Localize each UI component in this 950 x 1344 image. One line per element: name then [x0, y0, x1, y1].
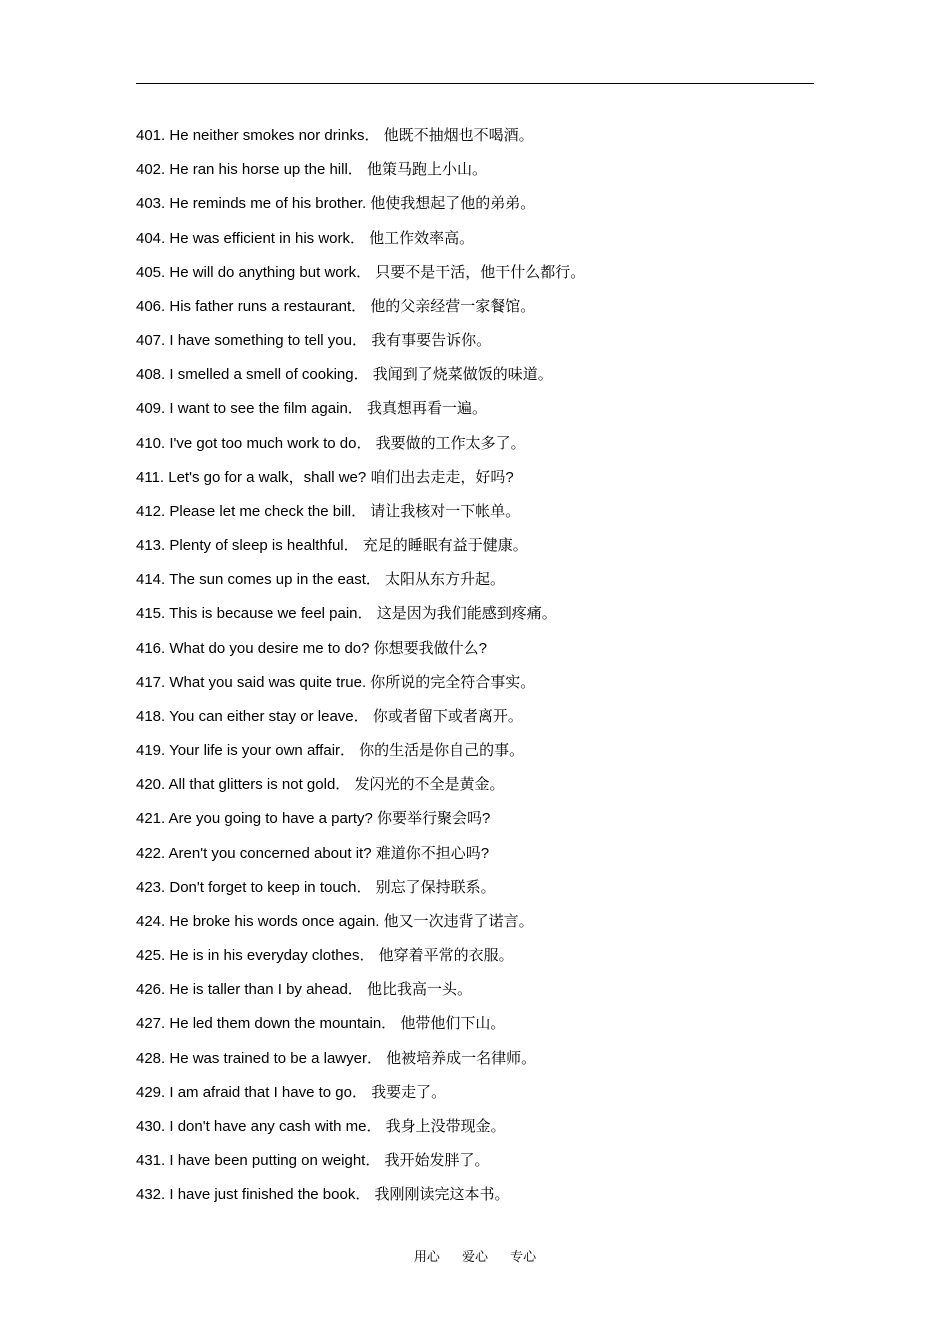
sentence-406: 406. His father runs a restaurant． 他的父亲经营一家餐馆。 — [136, 297, 536, 315]
footer-motto-1: 用心 — [413, 1250, 440, 1265]
sentence-405: 405. He will do anything but work． 只要不是干活，他干什么都行。 — [136, 263, 586, 281]
sentence-424: 424. He broke his words once again. 他又一次违背了诺言。 — [136, 912, 534, 930]
sentence-429: 429. I am afraid that I have to go． 我要走了。 — [136, 1083, 447, 1101]
page-footer — [0, 1248, 950, 1268]
sentence-423: 423. Don't forget to keep in touch． 别忘了保持联系。 — [136, 878, 496, 896]
sentence-428: 428. He was trained to be a lawyer． 他被培养成一名律师。 — [136, 1049, 537, 1067]
sentence-404: 404. He was efficient in his work． 他工作效率高。 — [136, 229, 475, 247]
sentence-416: 416. What do you desire me to do? 你想要我做什么? — [136, 639, 487, 657]
sentence-419: 419. Your life is your own affair． 你的生活是你自己的事。 — [136, 742, 525, 760]
sentence-409: 409. I want to see the film again． 我真想再看一遍。 — [136, 400, 487, 418]
sentence-425: 425. He is in his everyday clothes． 他穿着平常的衣服。 — [136, 947, 514, 965]
sentence-408: 408. I smelled a smell of cooking． 我闻到了烧菜做饭的味道。 — [136, 366, 553, 384]
sentence-421: 421. Are you going to have a party? 你要举行聚会吗? — [136, 810, 491, 828]
sentence-418: 418. You can either stay or leave． 你或者留下或者离开。 — [136, 707, 523, 725]
sentence-420: 420. All that glitters is not gold． 发闪光的不全是黄金。 — [136, 776, 505, 794]
sentence-431: 431. I have been putting on weight． 我开始发胖了。 — [136, 1152, 490, 1170]
sentence-412: 412. Please let me check the bill． 请让我核对一下帐单。 — [136, 502, 521, 520]
sentence-401: 401. He neither smokes nor drinks． 他既不抽烟也不喝酒。 — [136, 127, 534, 144]
sentence-407: 407. I have something to tell you． 我有事要告诉你。 — [136, 332, 492, 350]
sentence-list — [136, 124, 836, 1218]
sentence-403: 403. He reminds me of his brother. 他使我想起了他的弟弟。 — [136, 195, 536, 213]
sentence-413: 413. Plenty of sleep is healthful． 充足的睡眠有益于健康。 — [136, 537, 528, 555]
sentence-422: 422. Aren't you concerned about it? 难道你不担心吗? — [136, 844, 490, 862]
sentence-414: 414. The sun comes up in the east． 太阳从东方升起。 — [136, 571, 506, 589]
footer-motto-2: 爱心 — [461, 1250, 488, 1265]
footer-motto-3: 专心 — [510, 1250, 537, 1265]
header-rule — [136, 83, 814, 84]
sentence-426: 426. He is taller than I by ahead． 他比我高一头。 — [136, 981, 472, 999]
sentence-432: 432. I have just finished the book． 我刚刚读完这本书。 — [136, 1186, 510, 1204]
sentence-417: 417. What you said was quite true. 你所说的完全符合事实。 — [136, 673, 536, 691]
sentence-430: 430. I don't have any cash with me． 我身上没带现金。 — [136, 1117, 506, 1135]
sentence-411: 411. Let's go for a walk，shall we? 咱们出去走走，好吗? — [136, 468, 514, 486]
sentence-402: 402. He ran his horse up the hill． 他策马跑上小山。 — [136, 161, 487, 179]
sentence-415: 415. This is because we feel pain． 这是因为我们能感到疼痛。 — [136, 605, 557, 623]
sentence-427: 427. He led them down the mountain． 他带他们下山。 — [136, 1015, 506, 1033]
sentence-410: 410. I've got too much work to do． 我要做的工作太多了。 — [136, 434, 526, 452]
